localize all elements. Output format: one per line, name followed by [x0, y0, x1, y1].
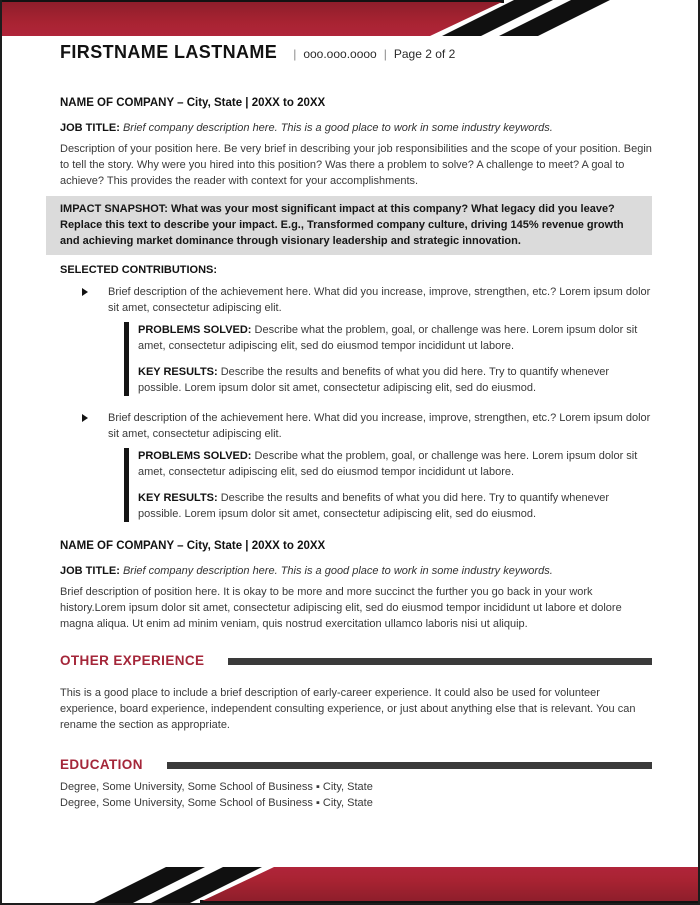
job-title-label-1: JOB TITLE:: [60, 122, 120, 134]
selected-contributions-heading: SELECTED CONTRIBUTIONS:: [60, 264, 218, 276]
job-title-text-2: Brief company description here. This is a good place to work in some industry keywords.: [122, 565, 553, 577]
page-content: [60, 0, 652, 811]
section-rule-bar: [167, 762, 652, 769]
contribution-detail-block-1: [124, 322, 652, 396]
problems-solved-text-2: Describe what the problem, goal, or challenge was here. Lorem ipsum dolor sit amet, consectetur adipiscing elit, sed do eiusmod tempor incididunt ut labore.: [138, 450, 638, 478]
contribution-summary-1: Brief description of the achievement here. What did you increase, improve, strengthen, etc.? Lorem ipsum dolor sit amet, consectetur adipiscing elit.: [108, 286, 651, 314]
key-results-paragraph-2: [138, 490, 652, 522]
key-results-paragraph-1: [138, 364, 652, 396]
page-header: [60, 42, 652, 62]
contribution-item-2: [60, 410, 652, 442]
contribution-summary-2: Brief description of the achievement here. What did you increase, improve, strengthen, etc.? Lorem ipsum dolor sit amet, consectetur adipiscing elit.: [108, 412, 651, 440]
other-experience-section-heading: [60, 653, 652, 669]
job-description-2: Brief description of position here. It is okay to be more and more succinct the further you go back in your work history.Lorem ipsum dolor sit amet, consectetur adipiscing elit, sed do eiusmod tempor incididunt ut labore et dolore magna aliqua. Ut enim ad minim veniam, quis nostrud exercitation ullamco laboris nisi ut aliquip.: [60, 586, 622, 630]
job-description-1: Description of your position here. Be very brief in describing your job responsibilities and the scope of your position. Begin to tell the story. Why were you hired into this position? Was there a problem to solve? A challenge to meet? A goal to achieve? This provides the reader with context for your accomplishments.: [60, 143, 652, 187]
other-experience-body: This is a good place to include a brief description of early-career experience. It could also be used for volunteer experience, board experience, independent consulting experience, or just about anything else that is relevant. You can rename the section as appropriate.: [60, 687, 636, 731]
problems-solved-label-1: PROBLEMS SOLVED:: [138, 324, 252, 336]
job-title-label-2: JOB TITLE:: [60, 565, 120, 577]
page-number-label: Page 2 of 2: [393, 47, 456, 61]
candidate-name: FIRSTNAME LASTNAME: [60, 42, 278, 62]
education-list: [60, 779, 652, 811]
header-separator-2: |: [383, 47, 387, 61]
company-heading-2: NAME OF COMPANY – City, State | 20XX to 20XX: [60, 540, 326, 552]
education-section-heading: [60, 757, 652, 773]
key-results-label-2: KEY RESULTS:: [138, 492, 218, 504]
job-title-text-1: Brief company description here. This is a good place to work in some industry keywords.: [122, 122, 553, 134]
job-title-line-1: [60, 120, 652, 136]
impact-snapshot-box: IMPACT SNAPSHOT: What was your most significant impact at this company? What legacy did you leave? Replace this text to describe your impact. E.g., Transformed company culture, driving 145% revenue growth and achieving market dominance through visionary leadership and strategic innovation.: [46, 196, 652, 255]
bottom-banner: [2, 863, 700, 903]
contribution-item-1: [60, 284, 652, 316]
key-results-label-1: KEY RESULTS:: [138, 366, 218, 378]
section-rule-bar: [228, 658, 652, 665]
key-results-text-1: Describe the results and benefits of what you did here. Try to quantify whenever possible. Lorem ipsum dolor sit amet, consectetur adipiscing elit, sed do eiusmod.: [138, 366, 610, 394]
header-meta: [286, 46, 455, 62]
problems-solved-paragraph-1: [138, 322, 652, 354]
key-results-text-2: Describe the results and benefits of what you did here. Try to quantify whenever possible. Lorem ipsum dolor sit amet, consectetur adipiscing elit, sed do eiusmod.: [138, 492, 610, 520]
bullet-triangle-icon: [82, 414, 108, 422]
education-entry-1: Degree, Some University, Some School of Business ▪ City, State: [60, 781, 373, 793]
problems-solved-paragraph-2: [138, 448, 652, 480]
bullet-triangle-icon: [82, 288, 108, 296]
job-title-line-2: [60, 563, 652, 579]
problems-solved-text-1: Describe what the problem, goal, or challenge was here. Lorem ipsum dolor sit amet, consectetur adipiscing elit, sed do eiusmod tempor incididunt ut labore.: [138, 324, 638, 352]
header-separator-1: |: [293, 47, 297, 61]
education-title: EDUCATION: [60, 757, 143, 772]
problems-solved-label-2: PROBLEMS SOLVED:: [138, 450, 252, 462]
other-experience-title: OTHER EXPERIENCE: [60, 653, 205, 668]
company-heading-1: NAME OF COMPANY – City, State | 20XX to 20XX: [60, 97, 326, 109]
phone-number: ooo.ooo.oooo: [303, 47, 377, 61]
bottom-banner-red-band: [202, 867, 700, 901]
education-entry-2: Degree, Some University, Some School of Business ▪ City, State: [60, 797, 373, 809]
contribution-detail-block-2: [124, 448, 652, 522]
